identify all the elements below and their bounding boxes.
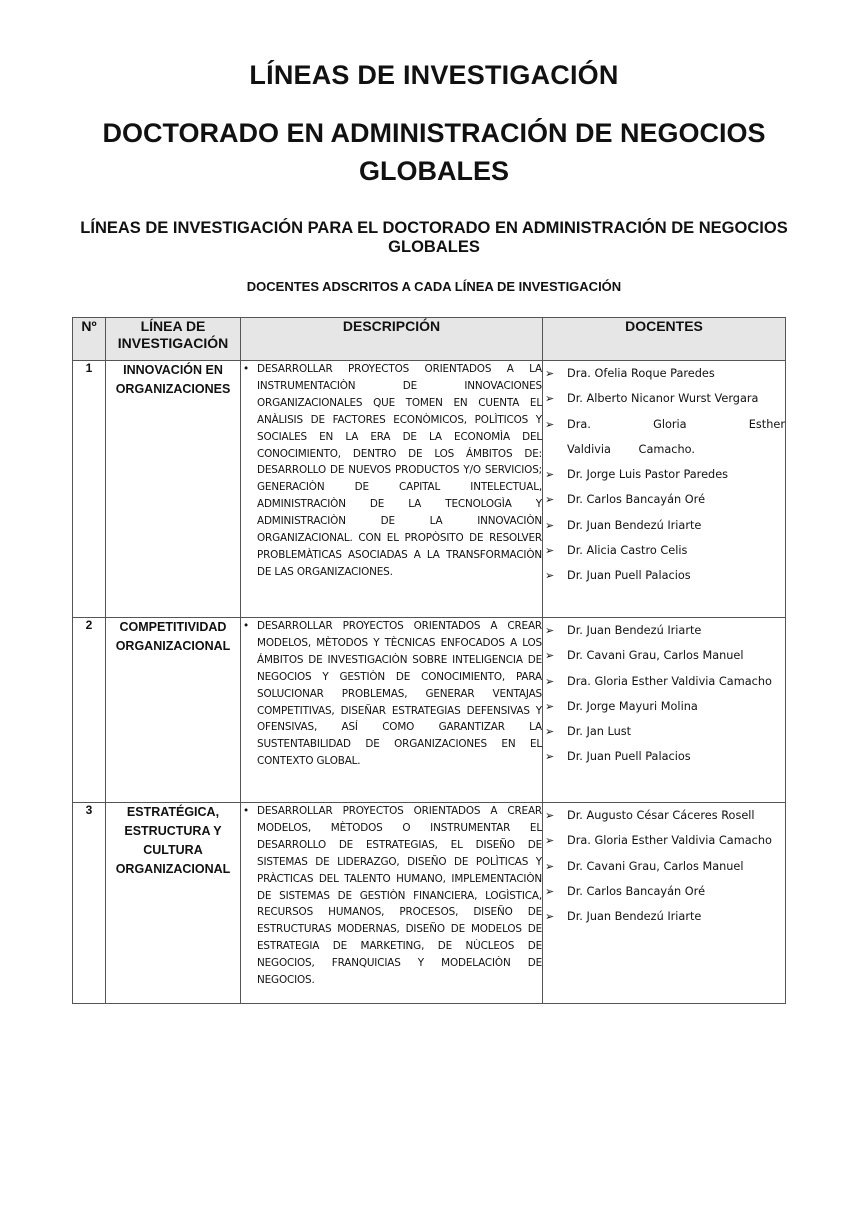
list-item: ➢ Dr. Jan Lust — [543, 719, 785, 744]
bullet-icon: • — [243, 620, 249, 632]
arrow-bullet-icon: ➢ — [545, 367, 555, 380]
arrow-bullet-icon: ➢ — [545, 750, 555, 764]
row-number: 3 — [73, 803, 106, 1004]
table-row — [73, 803, 786, 1004]
descripcion-text: DESARROLLAR PROYECTOS ORIENTADOS A LA INSTRUMENTACIÒN DE INNOVACIONES ORGANIZACIONALES QUE TOMEN EN CUENTA EL ANÀLISIS DE FACTORES ECONÒMICOS, POLÌTICOS Y SOCIALES EN LA ERA DE LA ECONOMÌA DEL CONOCIMIENTO, DENTRO DE LOS ÁMBITOS DE: DESARROLLO DE NUEVOS PRODUCTOS Y/O SERVICIOS; GENERACIÒN DE CAPITAL INTELECTUAL, ADMINISTRACIÒN DE LA TECNOLOGÌA Y ADMINISTRACIÒN DE LA INNOVACIÒN ORGANIZACIONAL. CON EL PROPÒSITO DE RESOLVER PROBLEMÀTICAS ASOCIADAS A LA TRANSFORMACIÒN DE LAS ORGANIZACIONES. — [257, 363, 542, 578]
list-item: ➢ Dr. Jorge Luis Pastor Paredes — [543, 462, 785, 487]
row-descripcion — [241, 803, 543, 1004]
arrow-bullet-icon: ➢ — [545, 518, 555, 532]
list-item: ➢ Dr. Juan Bendezú Iriarte — [543, 618, 785, 643]
arrow-bullet-icon: ➢ — [545, 417, 555, 431]
header-docentes: DOCENTES — [543, 318, 786, 361]
list-item: ➢ Dra. Gloria Esther Valdivia Camacho — [543, 669, 785, 694]
list-item: ➢ Dr. Juan Bendezú Iriarte — [543, 513, 785, 538]
list-item: ➢ Dr. Alberto Nicanor Wurst Vergara — [543, 386, 785, 411]
arrow-bullet-icon: ➢ — [545, 725, 555, 739]
row-linea: INNOVACIÓN EN ORGANIZACIONES — [106, 361, 241, 618]
list-item: ➢ Dr. Jorge Mayuri Molina — [543, 694, 785, 719]
list-item: ➢ Dr. Augusto César Cáceres Rosell — [543, 803, 785, 828]
list-item: ➢ Dr. Cavani Grau, Carlos Manuel — [543, 643, 785, 668]
arrow-bullet-icon: ➢ — [545, 569, 555, 583]
list-item: ➢ Dr. Carlos Bancayán Oré — [543, 879, 785, 904]
page-title: LÍNEAS DE INVESTIGACIÓN — [249, 60, 619, 90]
table-row — [73, 618, 786, 803]
header-descripcion: DESCRIPCIÓN — [241, 318, 543, 361]
arrow-bullet-icon: ➢ — [545, 392, 555, 406]
list-item: ➢ Dra. Gloria Esther Valdivia Camacho. — [543, 412, 785, 463]
list-item: ➢ Dr. Juan Bendezú Iriarte — [543, 904, 785, 929]
row-linea: ESTRATÉGICA, ESTRUCTURA Y CULTURA ORGANIZACIONAL — [106, 803, 241, 1004]
descripcion-text: DESARROLLAR PROYECTOS ORIENTADOS A CREAR MODELOS, MÈTODOS Y TÈCNICAS ENFOCADOS A LOS ÁMBITOS DE INVESTIGACIÒN SOBRE INTELIGENCIA DE NEGOCIOS Y GESTIÒN DE CONOCIMIENTO, PARA SOLUCIONAR PROBLEMAS, GENERAR VENTAJAS COMPETITIVAS, DISEÑAR ESTRATEGIAS DEFENSIVAS Y OFENSIVAS, ASÍ COMO GARANTIZAR LA SUSTENTABILIDAD DE ORGANIZACIONES EN EL CONTEXTO GLOBAL. — [257, 620, 542, 768]
row-descripcion — [241, 361, 543, 618]
arrow-bullet-icon: ➢ — [545, 910, 555, 924]
arrow-bullet-icon: ➢ — [545, 674, 555, 688]
list-item: ➢ Dra. Gloria Esther Valdivia Camacho — [543, 828, 785, 853]
list-item: ➢ Dr. Juan Puell Palacios — [543, 563, 785, 588]
arrow-bullet-icon: ➢ — [545, 884, 555, 898]
section-subtitle: LÍNEAS DE INVESTIGACIÓN PARA EL DOCTORADO EN ADMINISTRACIÓN DE NEGOCIOS GLOBALES — [80, 219, 788, 256]
arrow-bullet-icon: ➢ — [545, 624, 555, 637]
row-number: 1 — [73, 361, 106, 618]
list-item: ➢ Dr. Carlos Bancayán Oré — [543, 487, 785, 512]
row-docentes — [543, 361, 786, 618]
docentes-heading: DOCENTES ADSCRITOS A CADA LÍNEA DE INVESTIGACIÓN — [246, 279, 622, 294]
bullet-icon: • — [243, 363, 249, 375]
bullet-icon: • — [243, 805, 249, 817]
arrow-bullet-icon: ➢ — [545, 649, 555, 663]
arrow-bullet-icon: ➢ — [545, 468, 555, 482]
list-item: ➢ Dr. Juan Puell Palacios — [543, 744, 785, 769]
list-item: ➢ Dr. Cavani Grau, Carlos Manuel — [543, 854, 785, 879]
list-item: ➢ Dr. Alicia Castro Celis — [543, 538, 785, 563]
row-docentes — [543, 618, 786, 803]
row-linea: COMPETITIVIDAD ORGANIZACIONAL — [106, 618, 241, 803]
header-linea: LÍNEA DE INVESTIGACIÓN — [106, 318, 241, 361]
arrow-bullet-icon: ➢ — [545, 834, 555, 848]
table-row — [73, 361, 786, 618]
program-title: DOCTORADO EN ADMINISTRACIÓN DE NEGOCIOS GLOBALES — [102, 118, 766, 186]
descripcion-text: DESARROLLAR PROYECTOS ORIENTADOS A CREAR MODELOS, MÈTODOS O INSTRUMENTAR EL DESARROLLO DE ESTRATEGIAS, EL DISEÑO DE SISTEMAS DE LIDERAZGO, DISEÑO DE POLÌTICAS Y PRÀCTICAS DEL TALENTO HUMANO, IMPLEMENTACIÒN DE SISTEMAS DE GESTIÒN FINANCIERA, LOGÌSTICA, RECURSOS HUMANOS, PROCESOS, DISEÑO DE ESTRUCTURAS MODERNAS, DISEÑO DE MODELOS DE ESTRATEGIA DE MARKETING, DE NÙCLEOS DE NEGOCIOS, FRANQUICIAS Y MODELACIÒN DE NEGOCIOS. — [257, 805, 542, 987]
arrow-bullet-icon: ➢ — [545, 809, 555, 822]
arrow-bullet-icon: ➢ — [545, 699, 555, 713]
row-number: 2 — [73, 618, 106, 803]
row-docentes — [543, 803, 786, 1004]
research-lines-table — [72, 317, 786, 1004]
table-header-row — [73, 318, 786, 361]
row-descripcion — [241, 618, 543, 803]
arrow-bullet-icon: ➢ — [545, 544, 555, 558]
header-num: Nº — [73, 318, 106, 361]
arrow-bullet-icon: ➢ — [545, 859, 555, 873]
list-item: ➢ Dra. Ofelia Roque Paredes — [543, 361, 785, 386]
arrow-bullet-icon: ➢ — [545, 493, 555, 507]
